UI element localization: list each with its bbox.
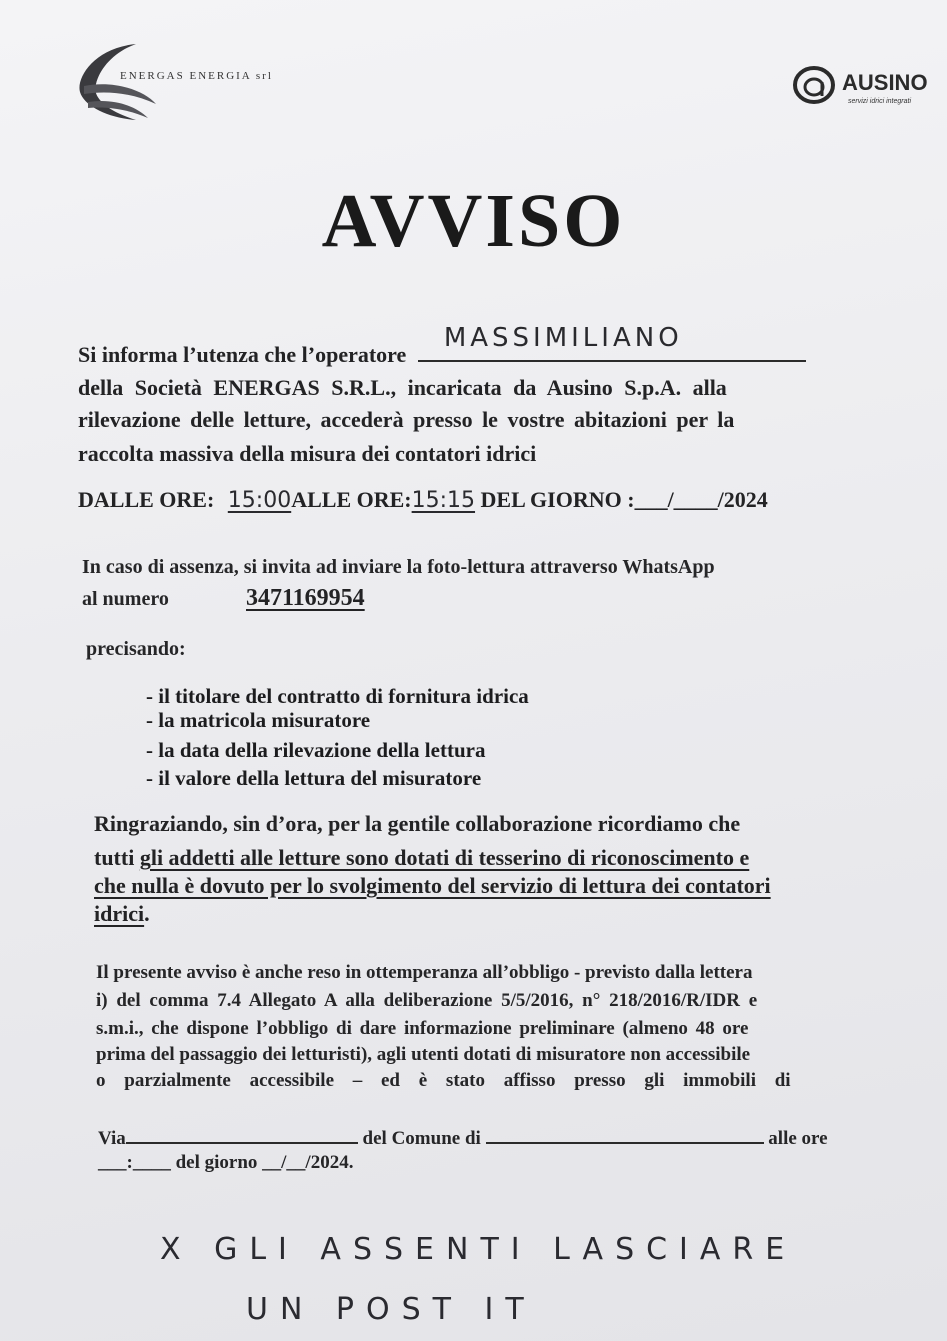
via-field[interactable] — [126, 1122, 358, 1144]
list-item: - la data della rilevazione della lettura — [146, 738, 486, 762]
form-day-label: del giorno — [175, 1152, 258, 1173]
form-line-2 — [98, 1150, 353, 1176]
thanks-line-3: che nulla è dovuto per lo svolgimento del servizio di lettura dei contatori — [94, 873, 771, 898]
thanks-line-4 — [94, 898, 150, 930]
ausino-logo — [790, 62, 947, 112]
thanks-line-2-plain: tutti — [94, 845, 140, 870]
comune-field[interactable] — [486, 1122, 764, 1144]
number-label: al numero — [82, 588, 169, 610]
thanks-line-1: Ringraziando, sin d’ora, per la gentile collaborazione ricordiamo che — [94, 811, 741, 836]
thanks-line-2-underlined: gli addetti alle letture sono dotati di tesserino di riconoscimento e — [139, 845, 750, 870]
list-item: - il valore della lettura del misuratore — [146, 766, 482, 790]
intro-line-4: raccolta massiva della misura dei contatori idrici — [78, 441, 537, 466]
list-item: - il titolare del contratto di fornitura idrica — [146, 684, 529, 708]
time-label: alle ore — [768, 1128, 828, 1149]
from-label: DALLE ORE: — [78, 487, 215, 512]
legal-line: o parzialmente accessibile – ed è stato affisso presso gli immobili di — [96, 1070, 791, 1091]
intro-line-1 — [78, 323, 806, 371]
thanks-line-4-underlined: idrici — [94, 901, 145, 926]
page-title: AVVISO — [321, 179, 626, 263]
day-label: DEL GIORNO : — [480, 487, 635, 512]
legal-line: Il presente avviso è anche reso in ottemperanza all’obbligo - previsto dalla lettera — [96, 962, 753, 983]
energas-swoosh-icon — [74, 40, 334, 124]
time-blank[interactable]: ___:____ — [98, 1152, 171, 1173]
thanks-line-4-end: . — [144, 901, 150, 926]
handwritten-note-line-2: UN POST IT — [246, 1292, 536, 1327]
intro-prefix: Si informa l’utenza che l’operatore — [78, 342, 407, 367]
ausino-logo-icon — [792, 64, 840, 106]
absence-line: In caso di assenza, si invita ad inviare la foto-lettura attraverso WhatsApp — [82, 556, 715, 578]
form-date-blank[interactable]: __/__/2024. — [262, 1152, 354, 1173]
legal-line: s.m.i., che dispone l’obbligo di dare informazione preliminare (almeno 48 ore — [96, 1018, 749, 1039]
to-label: ALLE ORE: — [291, 487, 412, 512]
energas-logo — [74, 40, 334, 124]
specify-label: precisando: — [86, 638, 186, 660]
intro-line-2: della Società ENERGAS S.R.L., incaricata da Ausino S.p.A. alla — [78, 375, 727, 400]
legal-line: i) del comma 7.4 Allegato A alla deliberazione 5/5/2016, n° 218/2016/R/IDR e — [96, 990, 758, 1011]
operator-name: MASSIMILIANO — [443, 323, 683, 353]
date-blank: ___/____/2024 — [634, 487, 768, 512]
via-label: Via — [98, 1128, 126, 1149]
form-line-1 — [98, 1122, 828, 1152]
intro-line-3: rilevazione delle letture, accederà presso le vostre abitazioni per la — [78, 407, 735, 432]
ausino-tagline: servizi idrici integrati — [848, 98, 912, 105]
whatsapp-phone[interactable]: 3471169954 — [246, 585, 365, 611]
to-time: 15:15 — [411, 488, 476, 513]
handwritten-note-line-1: X GLI ASSENTI LASCIARE — [160, 1232, 797, 1267]
legal-line: prima del passaggio dei letturisti), agli utenti dotati di misuratore non accessibile — [96, 1044, 751, 1065]
operator-field — [418, 323, 806, 362]
schedule-line — [78, 484, 768, 517]
comune-label: del Comune di — [362, 1128, 481, 1149]
ausino-name: AUSINO — [842, 70, 928, 95]
list-item: - la matricola misuratore — [146, 708, 371, 732]
from-time: 15:00 — [227, 488, 292, 513]
energas-logo-text: ENERGAS ENERGIA srl — [120, 70, 273, 82]
